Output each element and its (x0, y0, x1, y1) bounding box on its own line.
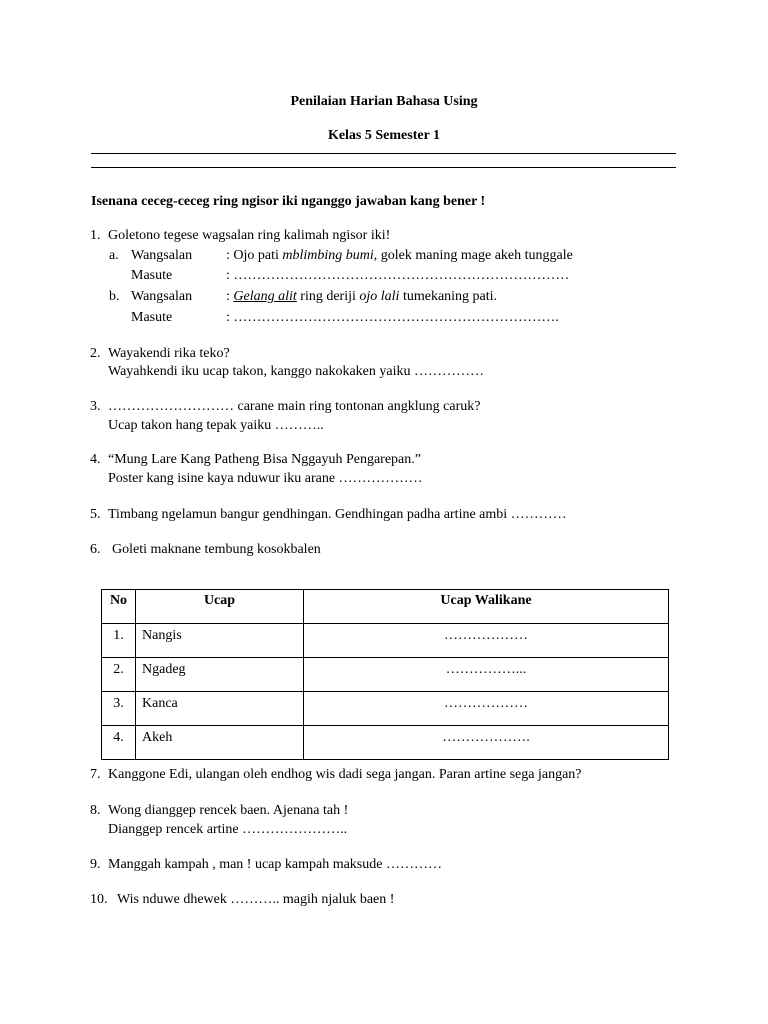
q2-line1: Wayakendi rika teko? (108, 346, 230, 361)
header-walikane: Ucap Walikane (304, 590, 669, 624)
page-subtitle: Kelas 5 Semester 1 (327, 128, 441, 143)
table-row (102, 726, 669, 760)
q1b-underline-italic: Gelang alit (233, 289, 297, 304)
q8-line2: Dianggep rencek artine ………………….. (108, 822, 348, 837)
q10-number: 10. (90, 892, 108, 907)
row-walikane-blank[interactable]: ……………… (304, 624, 669, 658)
q9-line1: Manggah kampah , man ! ucap kampah maksude ………… (108, 857, 442, 872)
row-no: 3. (102, 692, 136, 726)
q9-number: 9. (90, 857, 101, 872)
row-no: 2. (102, 658, 136, 692)
q1b-masute-blank: : ……………………………………………………………. (226, 310, 559, 325)
q4-line1: “Mung Lare Kang Patheng Bisa Nggayuh Pengarepan.” (108, 452, 421, 467)
q1a-label: Wangsalan (131, 248, 193, 263)
q6-line1: Goleti maknane tembung kosokbalen (112, 542, 321, 557)
q1a-masute-blank: : ……………………………………………………………… (226, 268, 570, 283)
q7-line1: Kanggone Edi, ulangan oleh endhog wis dadi sega jangan. Paran artine sega jangan? (108, 767, 582, 782)
q4-line2: Poster kang isine kaya nduwur iku arane ……………… (108, 471, 423, 486)
header-no: No (102, 590, 136, 624)
q1b-colon: : (226, 289, 234, 304)
instruction: Isenana ceceg-ceceg ring ngisor iki nganggo jawaban kang bener ! (91, 194, 486, 209)
q1a-rest: , golek maning mage akeh tunggale (373, 248, 573, 263)
row-walikane-blank[interactable]: ……………… (304, 692, 669, 726)
row-no: 4. (102, 726, 136, 760)
q5-number: 5. (90, 507, 101, 522)
q1b-mid: ring deriji (296, 289, 360, 304)
antonym-table (101, 589, 669, 760)
q1a-masute-label: Masute (131, 268, 173, 283)
q3-line2: Ucap takon hang tepak yaiku ……….. (108, 418, 324, 433)
q1-number: 1. (90, 228, 101, 243)
table-row (102, 658, 669, 692)
q10-line1: Wis nduwe dhewek ……….. magih njaluk baen ! (117, 892, 395, 907)
q6-number: 6. (90, 542, 101, 557)
q1a-colon: : Ojo pati (226, 248, 283, 263)
q2-line2: Wayahkendi iku ucap takon, kanggo nakokaken yaiku …………… (108, 364, 485, 379)
q1b-italic: ojo lali (359, 289, 400, 304)
q1-text: Goletono tegese wagsalan ring kalimah ngisor iki! (108, 228, 391, 243)
row-ucap: Ngadeg (136, 658, 304, 692)
q1a-italic: mblimbing bumi (282, 248, 374, 263)
q1b-letter: b. (109, 289, 120, 304)
q2-number: 2. (90, 346, 101, 361)
q1b-wangsalan (226, 290, 497, 304)
table-header-row (102, 590, 669, 624)
row-ucap: Kanca (136, 692, 304, 726)
header-rule-top (91, 153, 676, 154)
header-rule-bottom (91, 167, 676, 168)
q8-number: 8. (90, 803, 101, 818)
row-ucap: Akeh (136, 726, 304, 760)
q5-line1: Timbang ngelamun bangur gendhingan. Gendhingan padha artine ambi ………… (108, 507, 567, 522)
row-ucap: Nangis (136, 624, 304, 658)
q1a-wangsalan (226, 249, 573, 263)
table-row (102, 624, 669, 658)
row-no: 1. (102, 624, 136, 658)
row-walikane-blank[interactable]: ………………. (304, 726, 669, 760)
q1b-masute-label: Masute (131, 310, 173, 325)
q3-number: 3. (90, 399, 101, 414)
row-walikane-blank[interactable]: ……………... (304, 658, 669, 692)
page-title: Penilaian Harian Bahasa Using (290, 94, 478, 109)
q3-line1: ……………………… carane main ring tontonan angklung caruk? (108, 399, 481, 414)
header-ucap: Ucap (136, 590, 304, 624)
q1b-rest: tumekaning pati. (399, 289, 498, 304)
q1b-label: Wangsalan (131, 289, 193, 304)
q4-number: 4. (90, 452, 101, 467)
q8-line1: Wong dianggep rencek baen. Ajenana tah ! (108, 803, 349, 818)
table-row (102, 692, 669, 726)
q1a-letter: a. (109, 248, 119, 263)
q7-number: 7. (90, 767, 101, 782)
